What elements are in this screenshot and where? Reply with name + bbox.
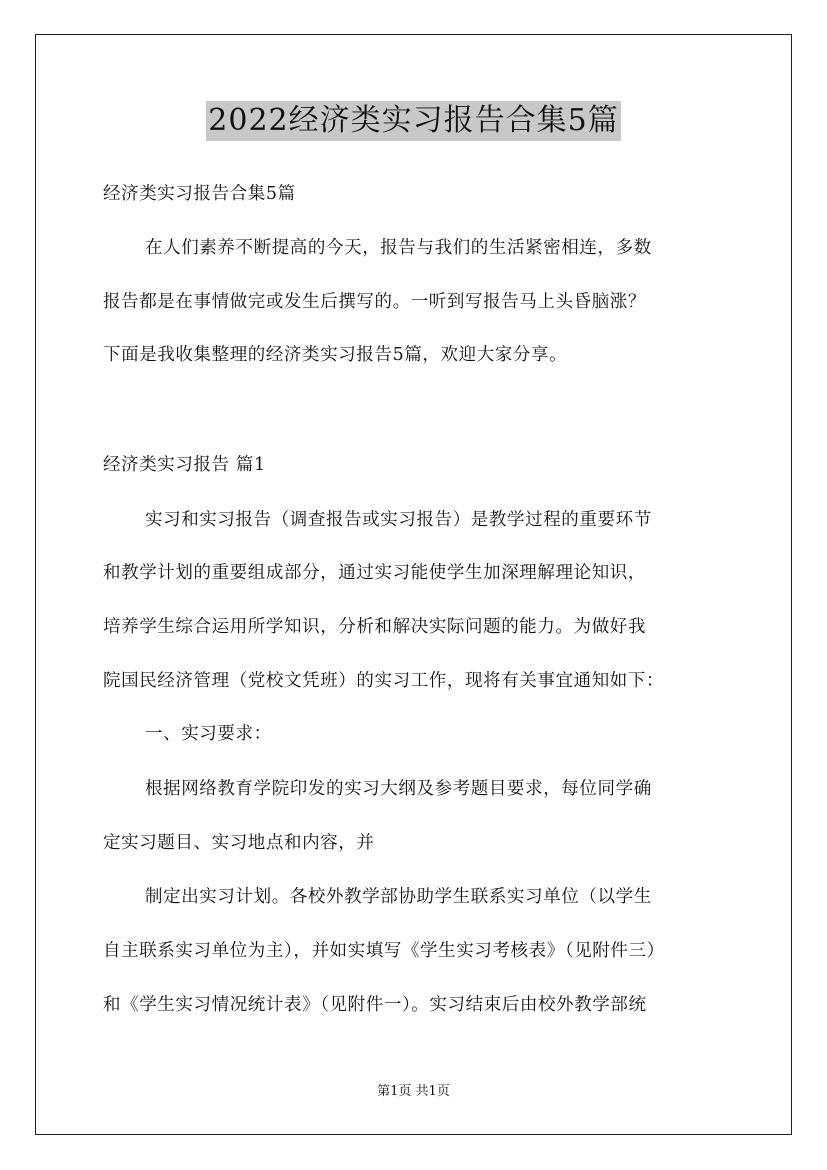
- paragraph-line: 培养学生综合运用所学知识，分析和解决实际问题的能力。为做好我: [103, 617, 646, 637]
- section-heading: 经济类实习报告 篇1: [103, 455, 266, 475]
- subtitle-line: 经济类实习报告合集5篇: [103, 184, 296, 204]
- document-title-wrap: [0, 101, 827, 141]
- paragraph-line: 和《学生实习情况统计表》（见附件一）。实习结束后由校外教学部统: [103, 995, 647, 1015]
- paragraph-line: 实习和实习报告（调查报告或实习报告）是教学过程的重要环节: [145, 510, 652, 530]
- paragraph-line: 下面是我收集整理的经济类实习报告5篇，欢迎大家分享。: [103, 345, 568, 365]
- paragraph-line: 定实习题目、实习地点和内容，并: [103, 833, 375, 853]
- page-footer: 第1页 共1页: [377, 1084, 450, 1099]
- paragraph-line: 自主联系实习单位为主），并如实填写《学生实习考核表》（见附件三）: [103, 941, 665, 961]
- paragraph-line: 院国民经济管理（党校文凭班）的实习工作，现将有关事宜通知如下：: [103, 671, 665, 691]
- paragraph-line: 和教学计划的重要组成部分，通过实习能使学生加深理解理论知识，: [103, 563, 646, 583]
- paragraph-line: 根据网络教育学院印发的实习大纲及参考题目要求，每位同学确: [145, 779, 652, 799]
- subheading-line: 一、实习要求：: [145, 724, 272, 744]
- paragraph-line: 报告都是在事情做完或发生后撰写的。一听到写报告马上头昏脑涨？: [103, 292, 646, 312]
- document-title: 2022经济类实习报告合集5篇: [206, 101, 620, 141]
- paragraph-line: 在人们素养不断提高的今天，报告与我们的生活紧密相连，多数: [145, 238, 652, 258]
- paragraph-line: 制定出实习计划。各校外教学部协助学生联系实习单位（以学生: [145, 887, 652, 907]
